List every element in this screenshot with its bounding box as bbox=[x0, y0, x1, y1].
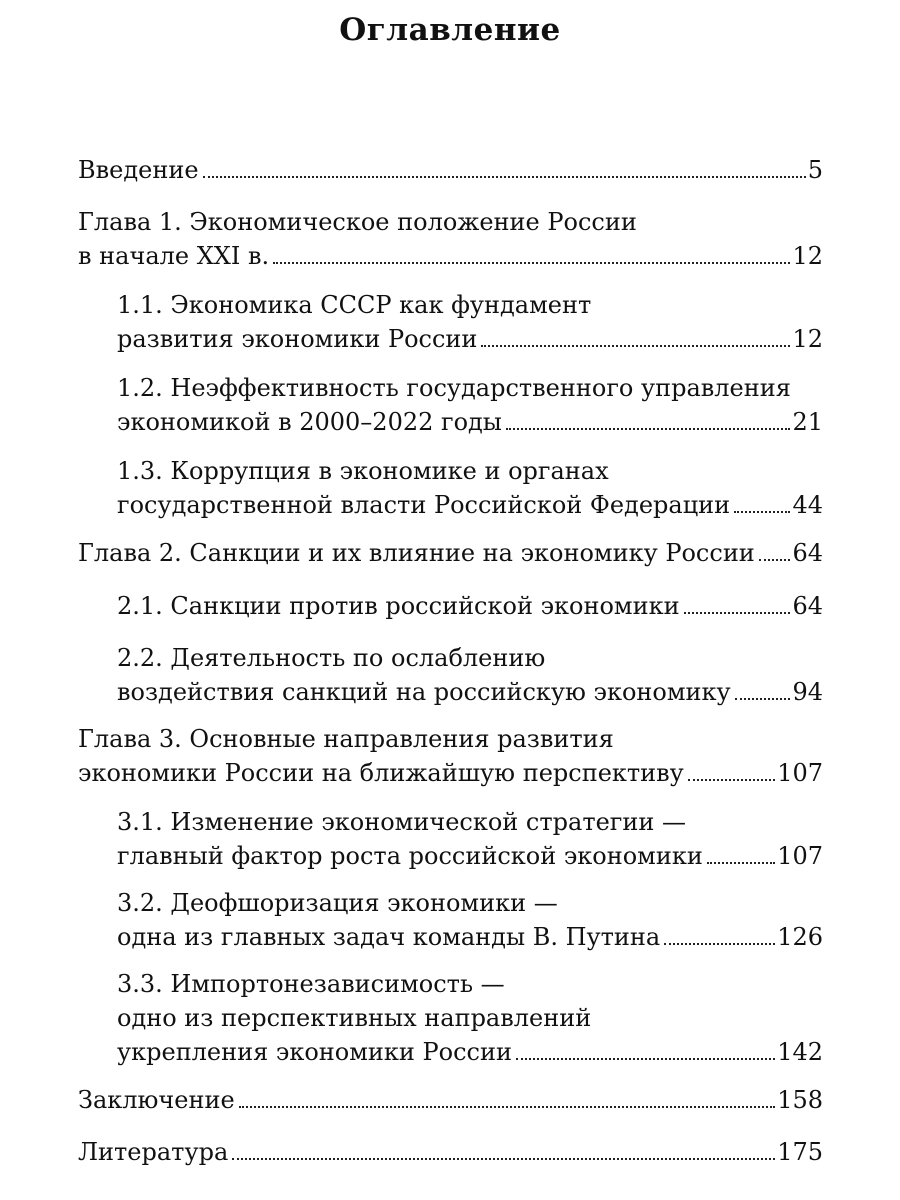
toc-page-number: 175 bbox=[777, 1138, 823, 1166]
toc-entry-title: 1.3. Коррупция в экономике и органах bbox=[117, 457, 609, 485]
toc-entry-bibliography[interactable] bbox=[78, 1135, 823, 1169]
dot-leader bbox=[239, 1105, 776, 1108]
toc-entry-chapter-3[interactable] bbox=[78, 722, 823, 790]
dot-leader bbox=[203, 175, 806, 178]
toc-page-number: 44 bbox=[792, 491, 823, 519]
toc-entry-conclusion[interactable] bbox=[78, 1083, 823, 1117]
dot-leader bbox=[707, 861, 775, 864]
toc-entry-section-3-3[interactable] bbox=[117, 967, 823, 1069]
toc-entry-title: 1.1. Экономика СССР как фундамент bbox=[117, 291, 592, 319]
toc-entry-section-1-3[interactable] bbox=[117, 454, 823, 522]
toc-entry-title-cont: главный фактор роста российской экономики bbox=[117, 842, 703, 870]
dot-leader bbox=[734, 510, 790, 513]
toc-entry-title: 1.2. Неэффективность государственного управления bbox=[117, 374, 791, 402]
dot-leader bbox=[273, 261, 790, 264]
dot-leader bbox=[516, 1057, 775, 1060]
toc-entry-title-cont: государственной власти Российской Федерации bbox=[117, 491, 731, 519]
toc-page-number: 5 bbox=[807, 156, 823, 184]
toc-page-number: 64 bbox=[792, 592, 823, 620]
toc-page-number: 142 bbox=[777, 1038, 823, 1066]
toc-entry-title: Глава 1. Экономическое положение России bbox=[78, 208, 637, 236]
toc-page-number: 64 bbox=[792, 539, 823, 567]
toc-entry-section-2-2[interactable] bbox=[117, 641, 823, 709]
toc-page-number: 126 bbox=[777, 923, 823, 951]
toc-page-number: 21 bbox=[792, 408, 823, 436]
toc-entry-title: Введение bbox=[78, 156, 199, 184]
toc-page-number: 107 bbox=[777, 759, 823, 787]
toc-entry-title-cont: воздействия санкций на российскую экономику bbox=[117, 678, 731, 706]
dot-leader bbox=[481, 344, 790, 347]
toc-page-number: 12 bbox=[792, 242, 823, 270]
dot-leader bbox=[735, 697, 791, 700]
toc-entry-section-3-2[interactable] bbox=[117, 886, 823, 954]
toc-page-number: 12 bbox=[792, 325, 823, 353]
page-title: Оглавление bbox=[339, 12, 561, 48]
toc-entry-title: Глава 3. Основные направления развития bbox=[78, 725, 614, 753]
toc-entry-section-3-1[interactable] bbox=[117, 805, 823, 873]
toc-entry-title: Заключение bbox=[78, 1086, 235, 1114]
toc-entry-title: Глава 2. Санкции и их влияние на экономику России bbox=[78, 539, 755, 567]
toc-entry-introduction[interactable] bbox=[78, 153, 823, 187]
toc-entry-title: 3.1. Изменение экономической стратегии — bbox=[117, 808, 686, 836]
dot-leader bbox=[684, 611, 791, 614]
toc-entry-title: 2.1. Санкции против российской экономики bbox=[117, 592, 680, 620]
toc-entry-section-1-2[interactable] bbox=[117, 371, 823, 439]
dot-leader bbox=[664, 942, 775, 945]
toc-page-number: 94 bbox=[792, 678, 823, 706]
toc-entry-title-cont: экономики России на ближайшую перспективу bbox=[78, 759, 684, 787]
toc-entry-chapter-2[interactable] bbox=[78, 536, 823, 570]
toc-entry-title-cont: одна из главных задач команды В. Путина bbox=[117, 923, 661, 951]
toc-entry-chapter-1[interactable] bbox=[78, 205, 823, 273]
toc-entry-title-cont: развития экономики России bbox=[117, 325, 478, 353]
toc-entry-title: 3.2. Деофшоризация экономики — bbox=[117, 889, 558, 917]
toc-entry-section-1-1[interactable] bbox=[117, 288, 823, 356]
dot-leader bbox=[506, 427, 791, 430]
toc-entry-title-cont: одно из перспективных направлений bbox=[117, 1004, 592, 1032]
dot-leader bbox=[688, 778, 775, 781]
toc-entry-title: 2.2. Деятельность по ослаблению bbox=[117, 644, 546, 672]
toc-entry-title-cont: в начале XXI в. bbox=[78, 242, 270, 270]
toc-entry-section-2-1[interactable] bbox=[117, 589, 823, 623]
toc-entry-title: 3.3. Импортонезависимость — bbox=[117, 970, 505, 998]
toc-page-number: 158 bbox=[777, 1086, 823, 1114]
toc-entry-title-cont: экономикой в 2000–2022 годы bbox=[117, 408, 502, 436]
toc-entry-title: Литература bbox=[78, 1138, 229, 1166]
toc-entry-title-cont: укрепления экономики России bbox=[117, 1038, 512, 1066]
dot-leader bbox=[759, 558, 791, 561]
toc-page-number: 107 bbox=[777, 842, 823, 870]
dot-leader bbox=[232, 1157, 775, 1160]
